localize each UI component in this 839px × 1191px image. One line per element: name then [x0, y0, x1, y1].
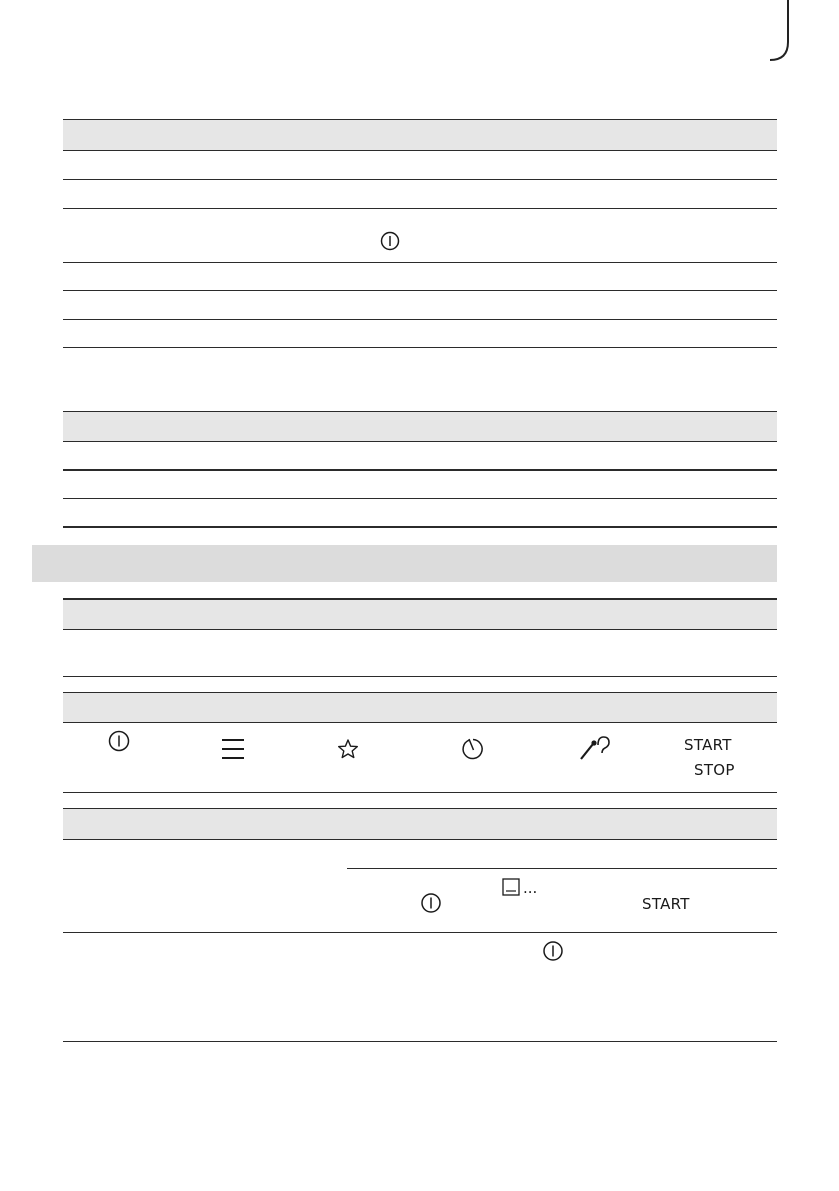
- power-icon[interactable]: [108, 730, 130, 752]
- table-4-header-rule: [63, 722, 777, 723]
- table-3-bottom-rule: [63, 676, 777, 677]
- food-probe-icon[interactable]: [579, 735, 611, 761]
- table-2-bottom-rule: [63, 526, 777, 528]
- timer-icon[interactable]: [460, 736, 486, 762]
- table-5-subrow-rule: [347, 868, 777, 869]
- crop-mark: [770, 0, 790, 62]
- start-stop-button-label-start[interactable]: START: [684, 736, 732, 754]
- table-2-header-row: [63, 412, 777, 441]
- start-label: START: [642, 895, 690, 913]
- power-icon: [380, 231, 400, 251]
- start-stop-button-label-stop[interactable]: STOP: [694, 761, 735, 779]
- oven-display-icon: [502, 878, 520, 896]
- power-icon: [420, 892, 442, 914]
- table-1-row-rule: [63, 208, 777, 209]
- table-4-header-row: [63, 693, 777, 722]
- table-1-header-rule: [63, 150, 777, 151]
- table-1-row-rule: [63, 262, 777, 263]
- menu-icon[interactable]: [221, 737, 245, 761]
- table-4-bottom-rule: [63, 792, 777, 793]
- table-2-header-rule: [63, 441, 777, 442]
- table-5-bottom-rule: [63, 1041, 777, 1042]
- star-icon[interactable]: [337, 738, 359, 760]
- ellipsis-text: ...: [523, 879, 538, 897]
- table-3-header-rule: [63, 629, 777, 630]
- table-5-header-row: [63, 809, 777, 839]
- table-1-header-row: [63, 120, 777, 150]
- table-5-row-rule: [63, 932, 777, 933]
- table-2-row-rule: [63, 498, 777, 499]
- table-2-row-rule: [63, 469, 777, 471]
- table-3-header-row: [63, 600, 777, 629]
- table-1-row-rule: [63, 179, 777, 180]
- table-5-header-rule: [63, 839, 777, 840]
- section-heading-band: [32, 545, 777, 582]
- power-icon: [542, 940, 564, 962]
- table-1-row-rule: [63, 290, 777, 291]
- table-1-row-rule: [63, 319, 777, 320]
- table-1-bottom-rule: [63, 347, 777, 348]
